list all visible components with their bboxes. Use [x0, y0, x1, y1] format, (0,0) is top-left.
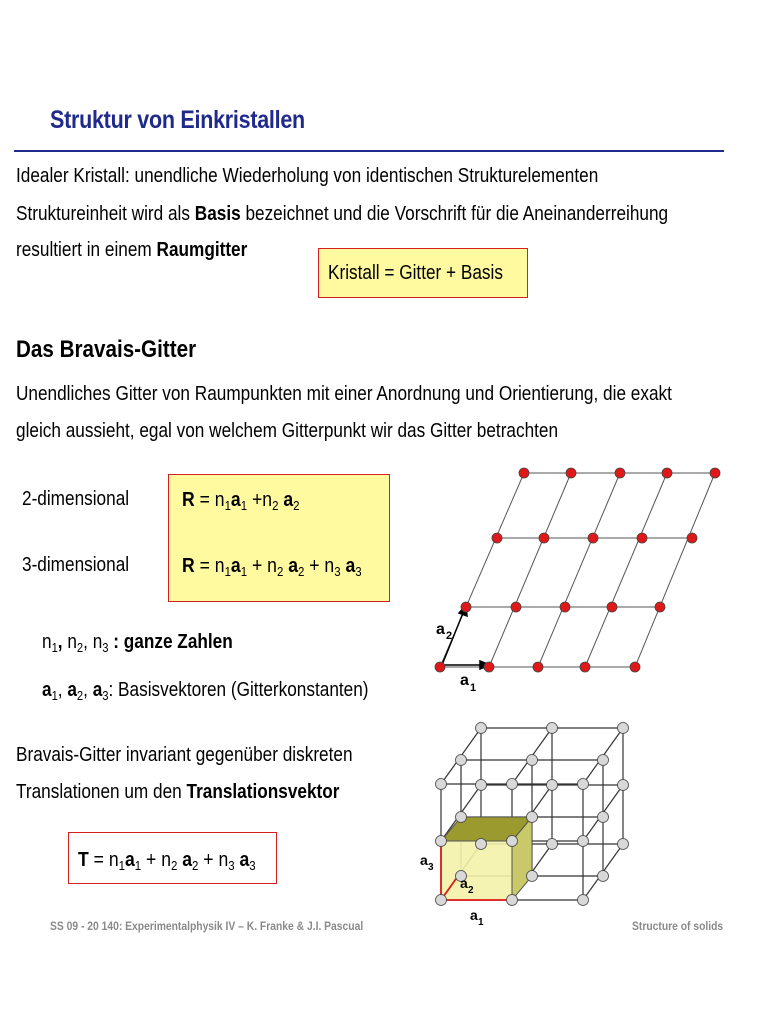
lattice-point	[511, 602, 521, 612]
lattice-point	[598, 755, 609, 766]
lattice-point	[484, 662, 494, 672]
lattice-2d-lines	[440, 473, 715, 667]
lattice-point	[507, 895, 518, 906]
vectors-note: $a_1$, $a_2$, $a_3$: Basisvektoren (Gitterkonstanten)	[42, 679, 369, 703]
intro-line-3: resultiert in einem Raumgitter	[16, 239, 248, 261]
label-2d: 2-dimensional	[22, 488, 130, 510]
lattice-point	[507, 779, 518, 790]
lattice-point	[435, 662, 445, 672]
lattice-point	[461, 602, 471, 612]
lattice-point	[436, 836, 447, 847]
lattice-point	[578, 895, 589, 906]
formula-3d: $R = n_1a_1 + n_2$ $a_2 + n_3$ $a_3$	[182, 555, 362, 579]
lattice-point	[588, 533, 598, 543]
lattice-point	[630, 662, 640, 672]
formula-2d: $R = n_1a_1 +n_2$ $a_2$	[182, 489, 300, 513]
title-divider	[14, 150, 724, 152]
lattice-point	[456, 755, 467, 766]
footer-topic: Structure of solids	[632, 919, 724, 933]
lattice-3d-figure	[410, 715, 640, 935]
lattice-point	[519, 468, 529, 478]
lattice-point	[578, 836, 589, 847]
lattice-point	[476, 723, 487, 734]
lattice-point	[598, 871, 609, 882]
lattice-point	[618, 723, 629, 734]
lattice-point	[476, 780, 487, 791]
lattice-point	[527, 871, 538, 882]
crystal-formula: Kristall = Gitter + Basis	[328, 262, 503, 284]
lattice-2d-points	[435, 468, 720, 672]
vector-a2-3d-subscript: 2	[468, 885, 474, 896]
intro-line-2: Struktureinheit wird als Basis bezeichnet und die Vorschrift für die Aneinanderreihung	[16, 203, 669, 225]
vector-a2-3d-label: a	[460, 875, 468, 891]
vector-a3-subscript: 3	[428, 862, 434, 873]
lattice-point	[436, 895, 447, 906]
lattice-point	[547, 780, 558, 791]
crystal-formula-box	[318, 248, 528, 298]
lattice-point	[547, 839, 558, 850]
lattice-point	[456, 812, 467, 823]
vector-a1-label: a	[460, 672, 469, 689]
translation-line-2: Translationen um den Translationsvektor	[16, 781, 340, 803]
lattice-point	[687, 533, 697, 543]
bravais-heading: Das Bravais-Gitter	[16, 336, 197, 363]
lattice-point	[580, 662, 590, 672]
lattice-point	[637, 533, 647, 543]
lattice-point	[566, 468, 576, 478]
vector-a1-3d-label: a	[470, 907, 478, 923]
integers-note: $n_1$, $n_2$, $n_3$ : ganze Zahlen	[42, 631, 233, 655]
lattice-point	[607, 602, 617, 612]
lattice-point	[560, 602, 570, 612]
lattice-point	[539, 533, 549, 543]
lattice-point	[662, 468, 672, 478]
page-title: Struktur von Einkristallen	[50, 106, 305, 134]
translation-line-1: Bravais-Gitter invariant gegenüber diskreten	[16, 744, 353, 766]
lattice-point	[615, 468, 625, 478]
term-basis: Basis	[194, 203, 241, 225]
lattice-point	[655, 602, 665, 612]
footer-course: SS 09 - 20 140: Experimentalphysik IV – K. Franke & J.I. Pascual	[50, 919, 364, 933]
vector-a2-label: a	[436, 621, 445, 638]
lattice-vector-box	[168, 474, 390, 602]
term-translationsvektor: Translationsvektor	[186, 781, 340, 803]
lattice-point	[492, 533, 502, 543]
lattice-point	[507, 836, 518, 847]
formula-translation: $T = n_1a_1 + n_2$ $a_2 + n_3$ $a_3$	[78, 849, 256, 873]
lattice-point	[533, 662, 543, 672]
vector-a2-subscript: 2	[446, 630, 453, 642]
lattice-point	[618, 780, 629, 791]
translation-vector-box	[68, 832, 277, 884]
term-raumgitter: Raumgitter	[156, 239, 248, 261]
label-3d: 3-dimensional	[22, 554, 130, 576]
lattice-2d-figure	[400, 455, 740, 695]
lattice-point	[598, 812, 609, 823]
lattice-point	[436, 779, 447, 790]
vector-a3-label: a	[420, 852, 428, 868]
lattice-point	[527, 755, 538, 766]
lattice-point	[578, 779, 589, 790]
bravais-desc-1: Unendliches Gitter von Raumpunkten mit einer Anordnung und Orientierung, die exakt	[16, 383, 672, 405]
intro-line-1: Idealer Kristall: unendliche Wiederholung von identischen Strukturelementen	[16, 165, 599, 187]
lattice-point	[618, 839, 629, 850]
lattice-point	[527, 812, 538, 823]
lattice-point	[547, 723, 558, 734]
unit-cell	[441, 817, 532, 900]
lattice-point	[476, 839, 487, 850]
bravais-desc-2: gleich aussieht, egal von welchem Gitterpunkt wir das Gitter betrachten	[16, 420, 559, 442]
lattice-point	[710, 468, 720, 478]
vector-a1-3d-subscript: 1	[478, 917, 484, 928]
vector-a1-subscript: 1	[470, 682, 477, 694]
